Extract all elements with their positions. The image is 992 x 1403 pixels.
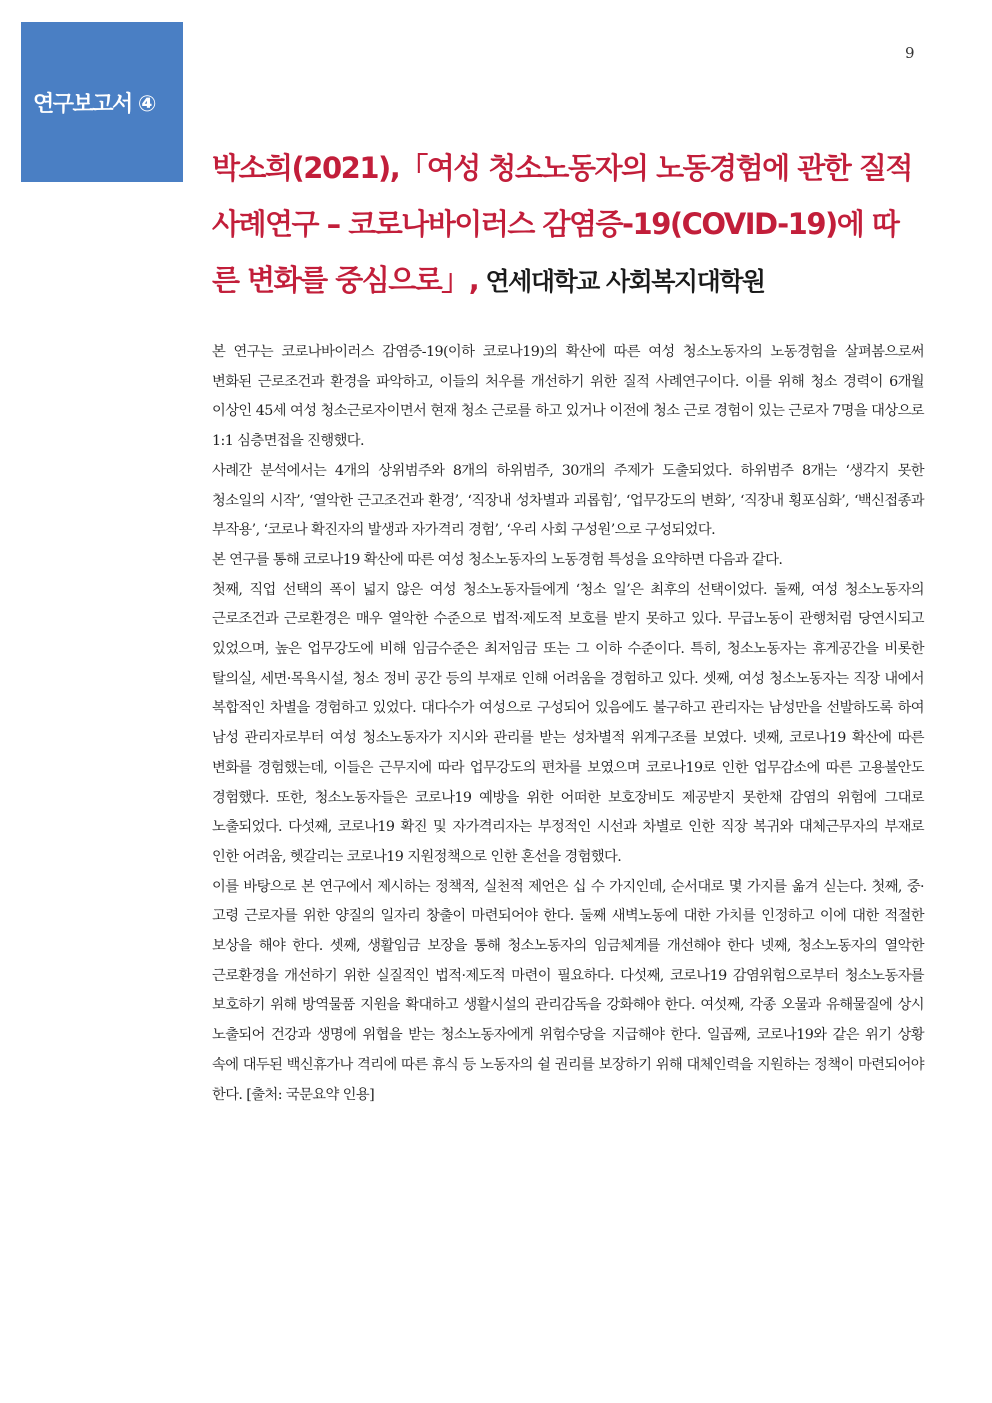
report-title: 박소희(2021),「여성 청소노동자의 노동경험에 관한 질적 사례연구 – 코로나바이러스 감염증-19(COVID-19)에 따른 변화를 중심으로」,: [212, 151, 912, 297]
summary-paragraph: 사례간 분석에서는 4개의 상위범주와 8개의 하위범주, 30개의 주제가 도출되었다. 하위범주 8개는 ‘생각지 못한 청소일의 시작’, ‘열악한 근고조건과 환경’, ‘직장내 성차별과 괴롭힘’, ‘업무강도의 변화’, ‘직장내 횡포심화’, ‘백신접종과 부작용’, ‘코로나 확진자의 발생과 자가격리 경험’, ‘우리 사회 구성원’으로 구성되었다.: [212, 462, 924, 539]
page-number: 9: [905, 44, 915, 62]
report-summary: [212, 338, 924, 1110]
section-tab: [21, 22, 183, 182]
section-tab-label: 연구보고서 ④: [33, 91, 156, 117]
report-heading: [212, 140, 924, 310]
summary-paragraph: 첫째, 직업 선택의 폭이 넓지 않은 여성 청소노동자들에게 ‘청소 일’은 최후의 선택이었다. 둘째, 여성 청소노동자의 근로조건과 근로환경은 매우 열악한 수준으로 법적·제도적 보호를 받지 못하고 있다. 무급노동이 관행처럼 당연시되고 있었으며, 높은 업무강도에 비해 임금수준은 최저임금 또는 그 이하 수준이다. 특히, 청소노동자는 휴게공간을 비롯한 탈의실, 세면·목욕시설, 청소 정비 공간 등의 부재로 인해 어려움을 경험하고 있다. 셋째, 여성 청소노동자는 직장 내에서 복합적인 차별을 경험하고 있었다. 대다수가 여성으로 구성되어 있음에도 불구하고 관리자는 남성만을 선발하도록 하여 남성 관리자로부터 여성 청소노동자가 지시와 관리를 받는 성차별적 위계구조를 보였다. 넷째, 코로나19 확산에 따른 변화를 경험했는데, 이들은 근무지에 따라 업무강도의 편차를 보였으며 코로나19로 인한 업무감소에 따른 고용불안도 경험했다. 또한, 청소노동자들은 코로나19 예방을 위한 어떠한 보호장비도 제공받지 못한채 감염의 위험에 그대로 노출되었다. 다섯째, 코로나19 확진 및 자가격리자는 부정적인 시선과 차별로 인한 직장 복귀와 대체근무자의 부재로 인한 어려움, 헷갈리는 코로나19 지원정책으로 인한 혼선을 경험했다.: [212, 581, 924, 865]
report-affiliation: 연세대학교 사회복지대학원: [478, 267, 765, 296]
summary-paragraph: 본 연구는 코로나바이러스 감염증-19(이하 코로나19)의 확산에 따른 여성 청소노동자의 노동경험을 살펴봄으로써 변화된 근로조건과 환경을 파악하고, 이들의 처우를 개선하기 위한 질적 사례연구이다. 이를 위해 청소 경력이 6개월 이상인 45세 여성 청소근로자이면서 현재 청소 근로를 하고 있거나 이전에 청소 근로 경험이 있는 근로자 7명을 대상으로 1:1 심층면접을 진행했다.: [212, 344, 924, 450]
summary-paragraph: 이를 바탕으로 본 연구에서 제시하는 정책적, 실천적 제언은 십 수 가지인데, 순서대로 몇 가지를 옮겨 싣는다. 첫째, 중·고령 근로자를 위한 양질의 일자리 창출이 마련되어야 한다. 둘째 새벽노동에 대한 가치를 인정하고 이에 대한 적절한 보상을 해야 한다. 셋째, 생활임금 보장을 통해 청소노동자의 임금체계를 개선해야 한다 넷째, 청소노동자의 열악한 근로환경을 개선하기 위한 실질적인 법적·제도적 마련이 필요하다. 다섯째, 코로나19 감염위험으로부터 청소노동자를 보호하기 위해 방역물품 지원을 확대하고 생활시설의 관리감독을 강화해야 한다. 여섯째, 각종 오물과 유해물질에 상시 노출되어 건강과 생명에 위협을 받는 청소노동자에게 위험수당을 지급해야 한다. 일곱째, 코로나19와 같은 위기 상황 속에 대두된 백신휴가나 격리에 따른 휴식 등 노동자의 쉴 권리를 보장하기 위해 대체인력을 지원하는 정책이 마련되어야 한다. [출처: 국문요약 인용]: [212, 878, 924, 1103]
summary-paragraph: 본 연구를 통해 코로나19 확산에 따른 여성 청소노동자의 노동경험 특성을 요약하면 다음과 같다.: [212, 551, 783, 568]
